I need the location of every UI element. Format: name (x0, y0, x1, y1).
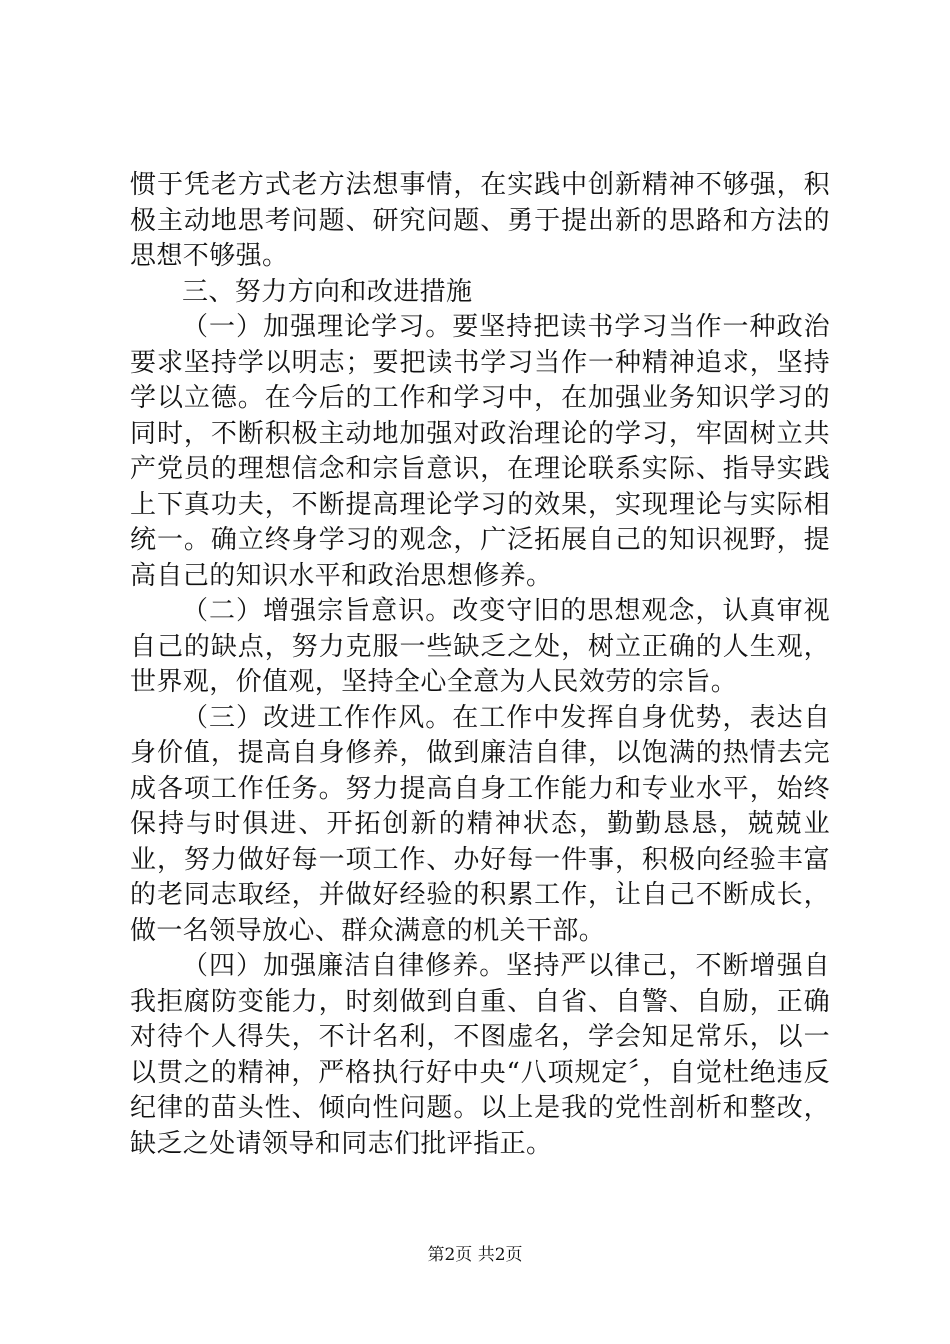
paragraph-work-style: （三）改进工作作风。在工作中发挥自身优势，表达自身价值，提高自身修养，做到廉洁自律，以饱满的热情去完成各项工作任务。努力提高自身工作能力和专业水平，始终保持与时俱进、开拓创新的精神状态，勤勤恳恳，兢兢业业，努力做好每一项工作、办好每一件事，积极向经验丰富的老同志取经，并做好经验的积累工作，让自己不断成长，做一名领导放心、群众满意的机关干部。 (130, 702, 830, 946)
page-footer (0, 1244, 950, 1266)
page-total: 共2页 (477, 1245, 523, 1265)
section-heading: 三、努力方向和改进措施 (182, 276, 473, 307)
paragraph-continuation: 惯于凭老方式老方法想事情，在实践中创新精神不够强，积极主动地思考问题、研究问题、勇于提出新的思路和方法的思想不够强。 (130, 170, 830, 271)
paragraph-integrity: （四）加强廉洁自律修养。坚持严以律己，不断增强自我拒腐防变能力，时刻做到自重、自省、自警、自励，正确对待个人得失，不计名利，不图虚名，学会知足常乐，以一以贯之的精神，严格执行好中央“八项规定〞，自觉杜绝违反纪律的苗头性、倾向性问题。以上是我的党性剖析和整改，缺乏之处请领导和同志们批评指正。 (130, 951, 830, 1159)
document-body (130, 168, 830, 1162)
paragraph-purpose-awareness: （二）增强宗旨意识。改变守旧的思想观念，认真审视自己的缺点，努力克服一些缺乏之处，树立正确的人生观，世界观，价值观，坚持全心全意为人民效劳的宗旨。 (130, 596, 830, 697)
paragraph-theory-study: （一）加强理论学习。要坚持把读书学习当作一种政治要求坚持学以明志；要把读书学习当作一种精神追求，坚持学以立德。在今后的工作和学习中，在加强业务知识学习的同时，不断积极主动地加强对政治理论的学习，牢固树立共产党员的理想信念和宗旨意识，在理论联系实际、指导实践上下真功夫，不断提高理论学习的效果，实现理论与实际相统一。确立终身学习的观念，广泛拓展自己的知识视野，提高自己的知识水平和政治思想修养。 (130, 312, 830, 591)
page-number: 第2页 (427, 1245, 473, 1265)
